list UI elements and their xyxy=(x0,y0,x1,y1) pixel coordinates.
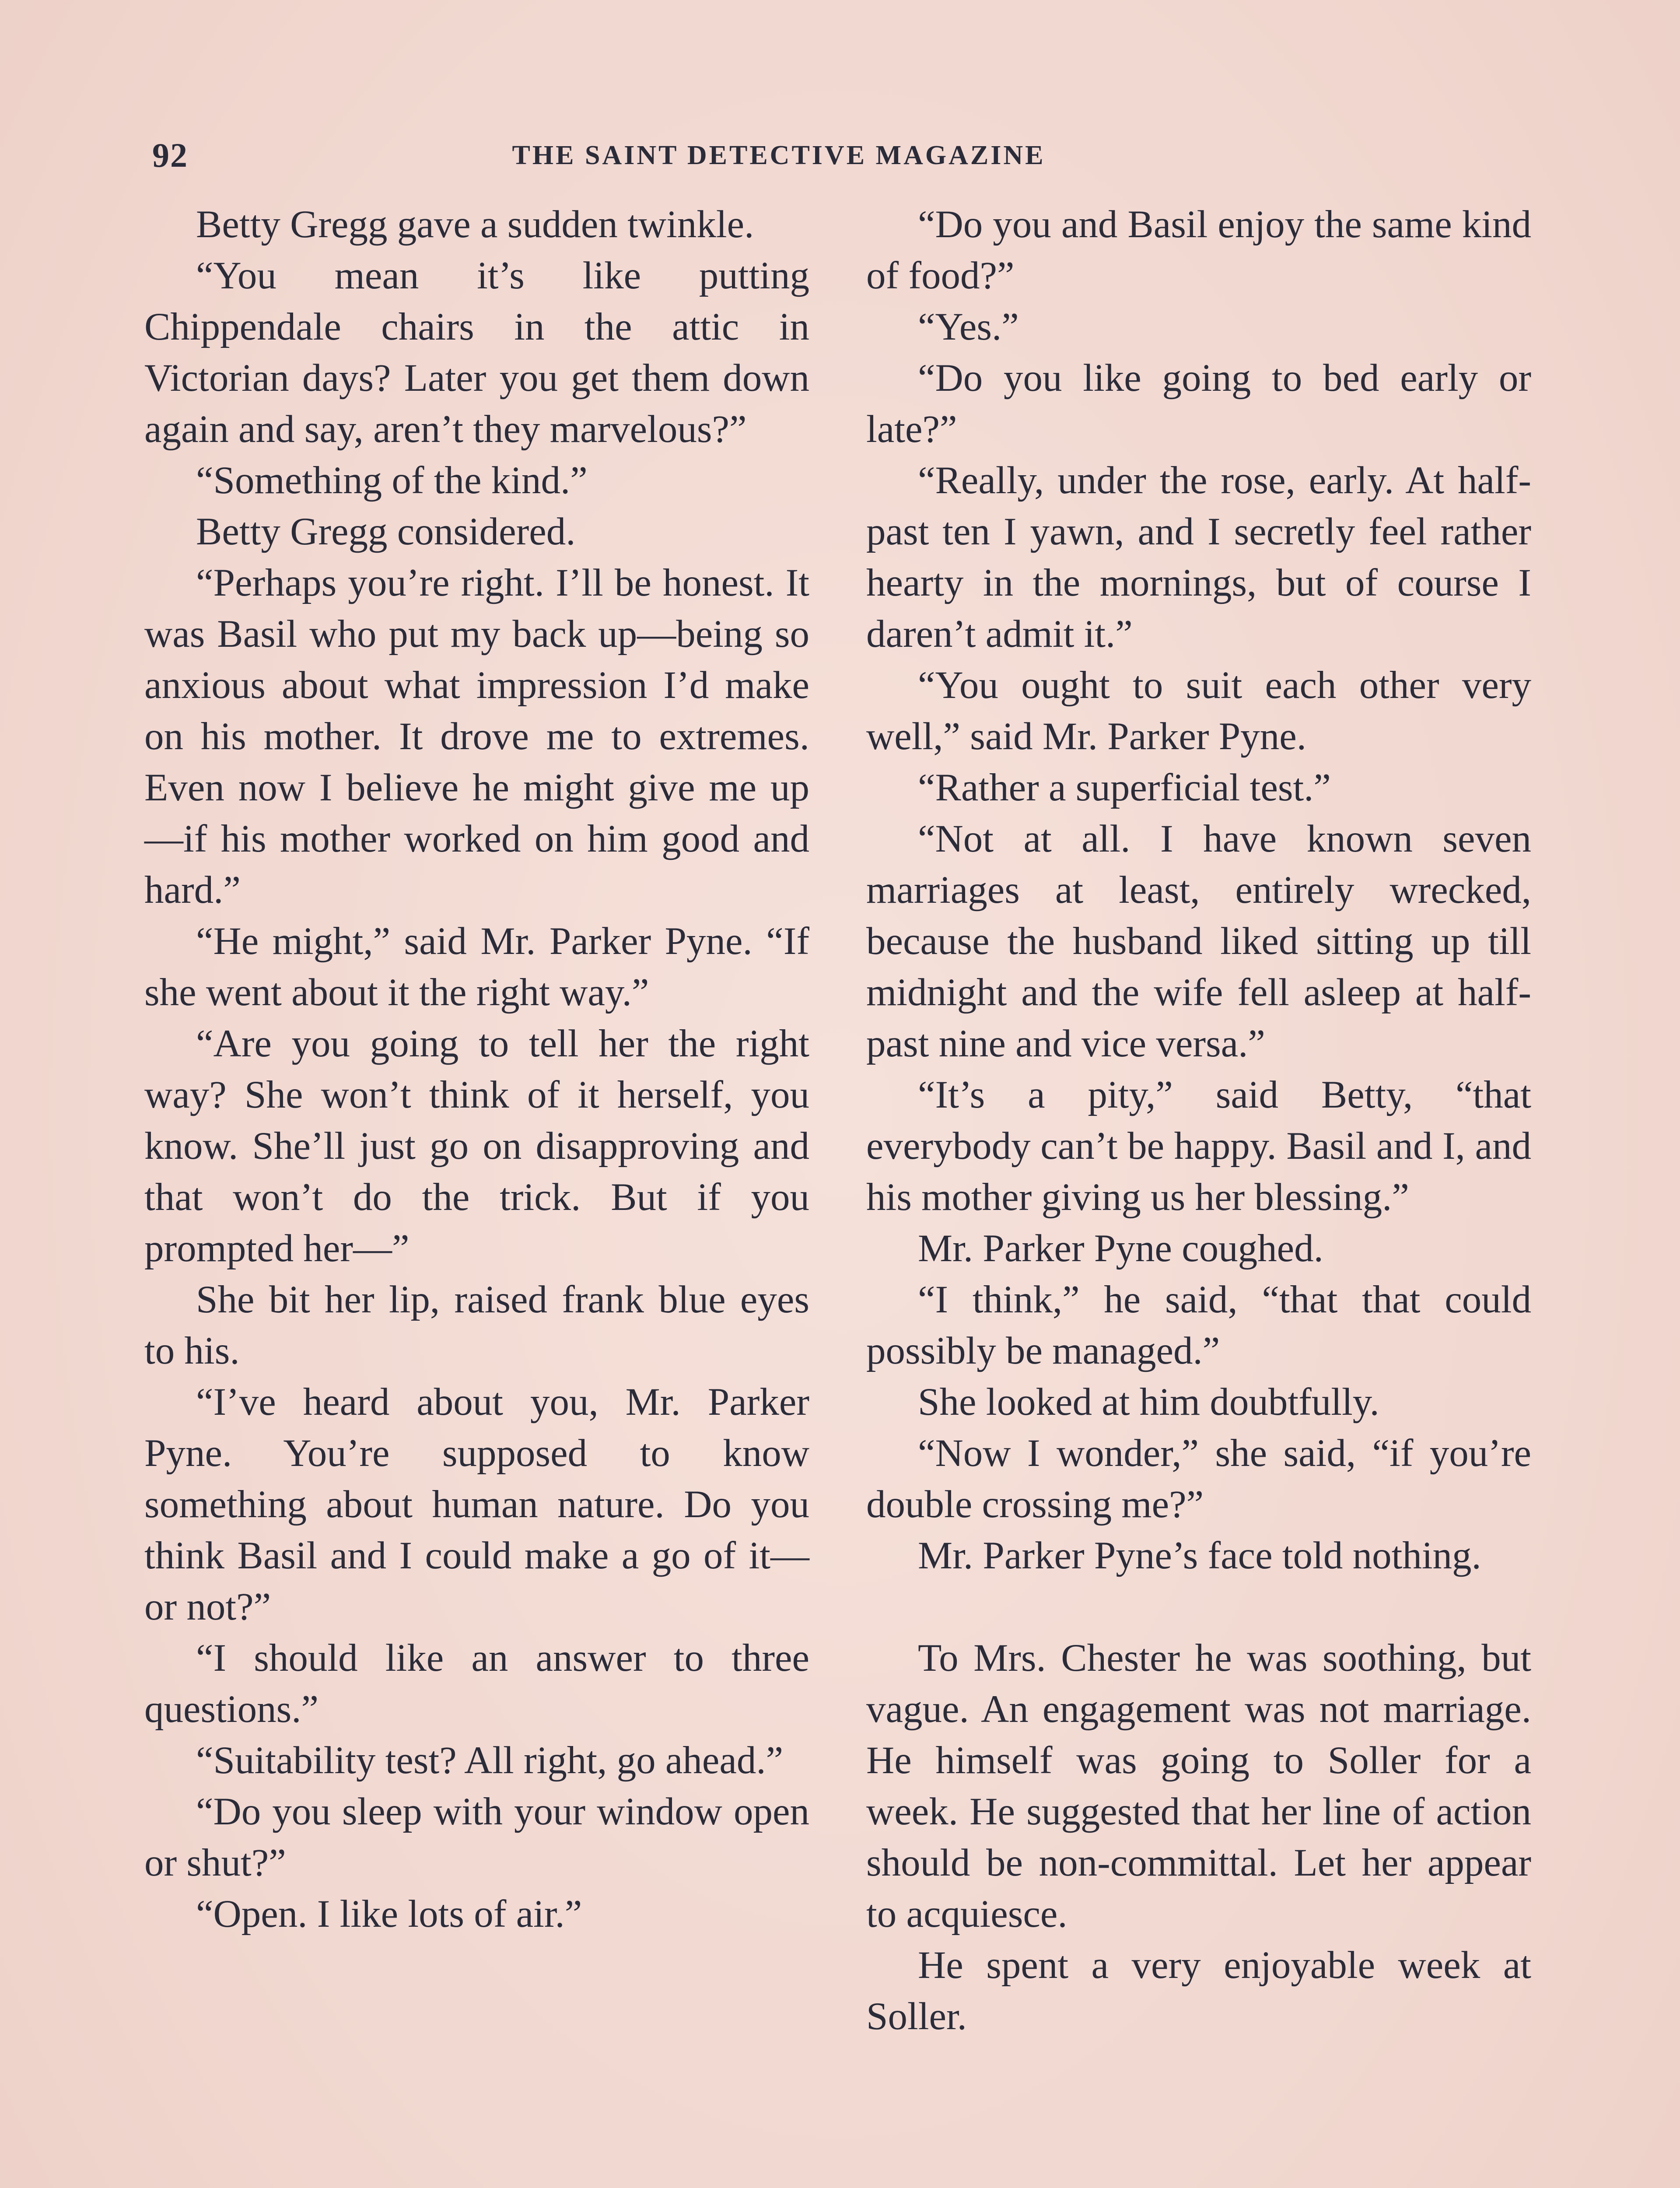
paragraph: “Perhaps you’re right. I’ll be honest. It was Basil who put my back up—being so anxious about what impression I’d make on his mother. It drove me to extremes. Even now I believe he might give me up—if his mother worked on him good and hard.” xyxy=(144,561,809,912)
paragraph: “Really, under the rose, early. At half-past ten I yawn, and I secretly feel rather hearty in the mornings, but of course I daren’t admit it.” xyxy=(866,459,1531,656)
paragraph: “Now I wonder,” she said, “if you’re double crossing me?” xyxy=(866,1432,1531,1526)
left-column xyxy=(144,199,809,1940)
paragraph: “Not at all. I have known seven marriages at least, entirely wrecked, because the husband liked sitting up till midnight and the wife fell asleep at half-past nine and vice versa.” xyxy=(866,817,1531,1065)
paragraph: Mr. Parker Pyne coughed. xyxy=(918,1227,1323,1270)
paragraph: “Rather a superficial test.” xyxy=(918,766,1331,809)
paragraph: “Do you sleep with your window open or shut?” xyxy=(144,1790,809,1884)
paragraph: To Mrs. Chester he was soothing, but vague. An engagement was not marriage. He himself was going to Soller for a week. He suggested that her line of action should be non-committal. Let her appear to acquiesce. xyxy=(866,1637,1531,1936)
paragraph: He spent a very enjoyable week at Soller. xyxy=(866,1944,1531,2038)
paragraph: Betty Gregg considered. xyxy=(196,510,576,553)
paragraph: She looked at him doubtfully. xyxy=(918,1381,1379,1424)
paragraph: “Do you and Basil enjoy the same kind of food?” xyxy=(866,203,1531,297)
paragraph: Mr. Parker Pyne’s face told nothing. xyxy=(918,1534,1481,1577)
paragraph: “You mean it’s like putting Chippendale chairs in the attic in Victorian days? Later you get them down again and say, aren’t they marvelous?” xyxy=(144,254,809,451)
running-head: THE SAINT DETECTIVE MAGAZINE xyxy=(512,140,1046,170)
paragraph: “Do you like going to bed early or late?” xyxy=(866,357,1531,451)
paragraph: “I’ve heard about you, Mr. Parker Pyne. You’re supposed to know something about human nature. Do you think Basil and I could make a go of it—or not?” xyxy=(144,1381,809,1628)
page-header xyxy=(144,136,1562,175)
paragraph: “You ought to suit each other very well,” said Mr. Parker Pyne. xyxy=(866,664,1531,758)
paragraph: “I think,” he said, “that that could possibly be managed.” xyxy=(866,1278,1531,1372)
paragraph: “Open. I like lots of air.” xyxy=(196,1893,582,1936)
right-column xyxy=(866,199,1531,2042)
paragraph: “Suitability test? All right, go ahead.” xyxy=(196,1739,784,1782)
section-break xyxy=(866,1581,1531,1633)
paragraph: “I should like an answer to three questions.” xyxy=(144,1637,809,1731)
paragraph: Betty Gregg gave a sudden twinkle. xyxy=(196,203,754,246)
paragraph: “Are you going to tell her the right way? She won’t think of it herself, you know. She’ll just go on disapproving and that won’t do the trick. But if you prompted her—” xyxy=(144,1022,809,1270)
paragraph: She bit her lip, raised frank blue eyes to his. xyxy=(144,1278,809,1372)
paragraph: “Yes.” xyxy=(918,305,1019,348)
paragraph: “Something of the kind.” xyxy=(196,459,588,502)
paragraph: “It’s a pity,” said Betty, “that everybody can’t be happy. Basil and I, and his mother giving us her blessing.” xyxy=(866,1073,1531,1219)
page-number: 92 xyxy=(152,136,188,174)
paragraph: “He might,” said Mr. Parker Pyne. “If she went about it the right way.” xyxy=(144,920,809,1014)
